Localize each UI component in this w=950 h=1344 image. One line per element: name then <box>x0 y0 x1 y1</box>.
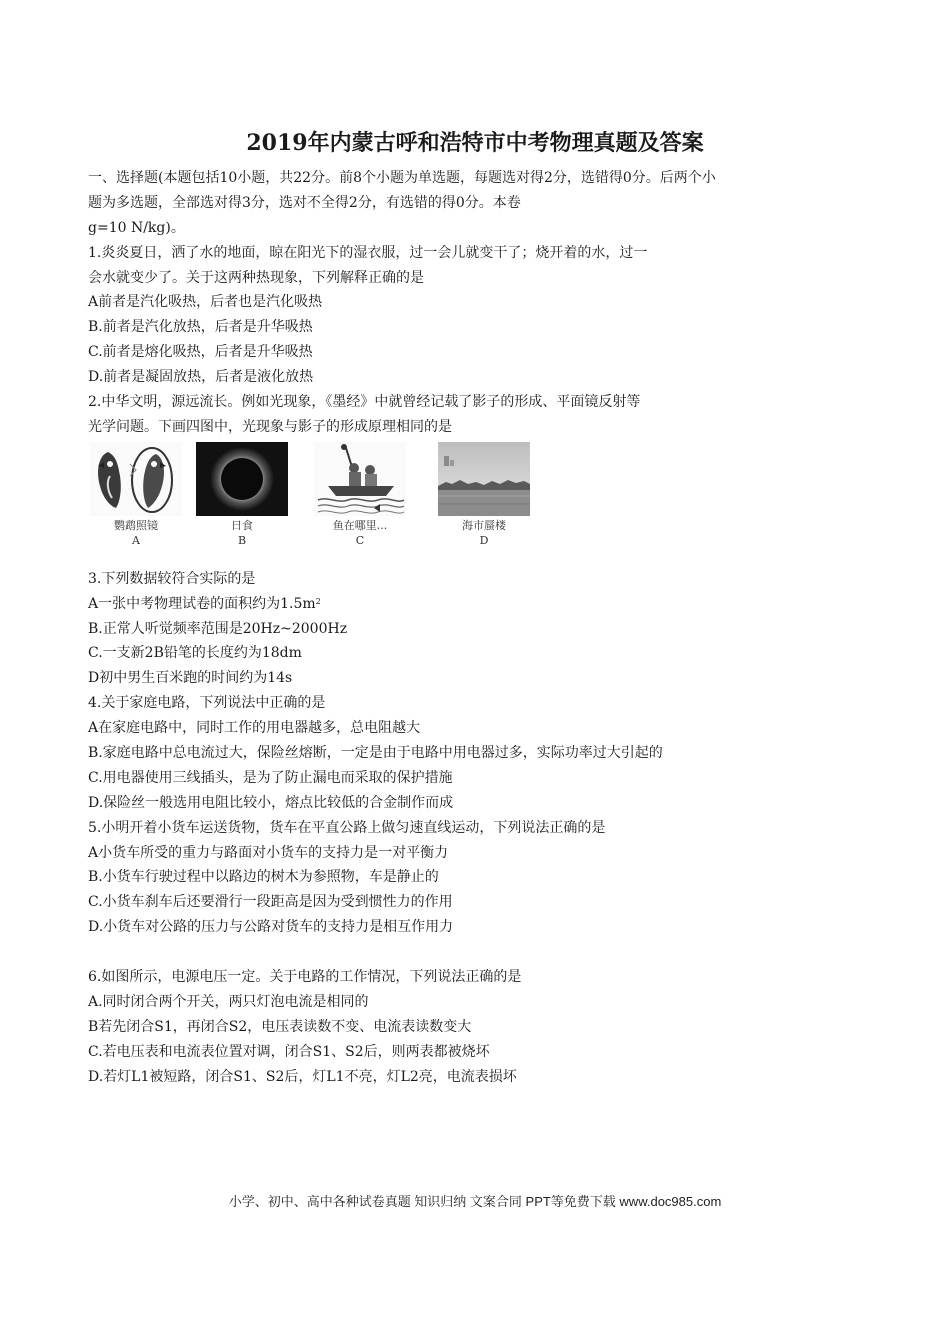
section-intro-line: 一、选择题(本题包括10小题，共22分。前8个小题为单选题，每题选对得2分，选错得0分。后两个小 <box>88 170 716 186</box>
figure-d-letter: D <box>479 533 489 547</box>
solar-eclipse-image <box>196 442 288 516</box>
question-4-option-c: C.用电器使用三线插头，是为了防止漏电而采取的保护措施 <box>88 769 453 786</box>
question-4-stem: 4.关于家庭电路，下列说法中正确的是 <box>88 695 326 712</box>
question-3-option-a-text: A一张中考物理试卷的面积约为1.5m <box>88 595 316 612</box>
question-2-stem: 2.中华文明，源远流长。例如光现象，《墨经》中就曾经记载了影子的形成、平面镜反射等 <box>88 394 641 411</box>
parrot-mirror-image <box>90 442 182 516</box>
question-3-option-a <box>88 592 878 617</box>
question-6-stem: 6.如图所示，电源电压一定。关于电路的工作情况，下列说法正确的是 <box>88 969 522 986</box>
spacer <box>88 940 878 965</box>
question-2-figures <box>88 442 558 567</box>
figure-b <box>196 442 288 562</box>
section-intro-line: g=10 N/kg)。 <box>88 219 185 236</box>
question-5-option-c: C.小货车刹车后还要滑行一段距高是因为受到惯性力的作用 <box>88 894 453 911</box>
question-1-option-b: B.前者是汽化放热，后者是升华吸热 <box>88 319 313 336</box>
question-6-option-d: D.若灯L1被短路，闭合S1、S2后，灯L1不亮，灯L2亮，电流表损坏 <box>88 1068 517 1085</box>
figure-d <box>438 442 530 562</box>
question-2-stem: 光学问题。下画四图中，光现象与影子的形成原理相同的是 <box>88 418 452 435</box>
question-5-option-d: D.小货车对公路的压力与公路对货车的支持力是相互作用力 <box>88 919 454 936</box>
question-4-option-d: D.保险丝一般选用电阻比较小，熔点比较低的合金制作而成 <box>88 794 454 811</box>
figure-b-letter: B <box>237 533 247 547</box>
question-6-option-c: C.若电压表和电流表位置对调，闭合S1、S2后，则两表都被烧坏 <box>88 1043 490 1060</box>
question-1-option-c: C.前者是熔化吸热，后者是升华吸热 <box>88 344 313 361</box>
question-5-stem: 5.小明开着小货车运送货物，货车在平直公路上做匀速直线运动，下列说法正确的是 <box>88 819 606 836</box>
mirage-image <box>438 442 530 516</box>
question-3-option-c: C.一支新2B铅笔的长度约为18dm <box>88 645 302 662</box>
figure-d-caption: 海市蜃楼 <box>462 518 506 532</box>
question-3-option-b: B.正常人听觉频率范围是20Hz~2000Hz <box>88 620 348 637</box>
question-1-option-a: A前者是汽化吸热，后者也是汽化吸热 <box>88 294 323 311</box>
page-footer: 小学、初中、高中各种试卷真题 知识归纳 文案合同 PPT等免费下载 www.doc985.com <box>228 1194 722 1209</box>
question-3-stem: 3.下列数据较符合实际的是 <box>88 570 256 587</box>
figure-a-caption: 鹦鹉照镜 <box>114 518 158 532</box>
figure-c-caption: 鱼在哪里... <box>332 518 388 532</box>
figure-b-caption: 日食 <box>231 518 253 532</box>
question-6-option-a: A.同时闭合两个开关，两只灯泡电流是相同的 <box>88 993 369 1010</box>
figure-a <box>90 442 182 562</box>
question-3-option-d: D初中男生百米跑的时间约为14s <box>88 670 293 687</box>
document-body <box>88 166 878 1090</box>
figure-c-letter: C <box>355 533 365 547</box>
superscript: 2 <box>315 596 321 606</box>
question-5-option-a: A小货车所受的重力与路面对小货车的支持力是一对平衡力 <box>88 844 449 861</box>
question-1-stem: 1.炎炎夏日，洒了水的地面，晾在阳光下的湿衣服，过一会儿就变干了；烧开着的水，过一 <box>88 244 648 261</box>
question-4-option-a: A在家庭电路中，同时工作的用电器越多，总电阻越大 <box>88 720 421 737</box>
question-5-option-b: B.小货车行驶过程中以路边的树木为参照物，车是静止的 <box>88 869 439 886</box>
question-1-stem: 会水就变少了。关于这两种热现象，下列解释正确的是 <box>88 269 424 286</box>
question-6-option-b: B若先闭合S1，再闭合S2，电压表读数不变、电流表读数变大 <box>88 1018 472 1035</box>
figure-a-letter: A <box>132 533 140 547</box>
document-title: 2019年内蒙古呼和浩特市中考物理真题及答案 <box>246 130 704 156</box>
question-1-option-d: D.前者是凝固放热，后者是液化放热 <box>88 369 314 386</box>
question-4-option-b: B.家庭电路中总电流过大，保险丝熔断，一定是由于电路中用电器过多，实际功率过大引起的 <box>88 745 663 762</box>
fishing-boat-image <box>314 442 406 516</box>
figure-c <box>314 442 406 562</box>
section-intro-line: 题为多选题，全部选对得3分，选对不全得2分，有选错的得0分。本卷 <box>88 194 521 211</box>
